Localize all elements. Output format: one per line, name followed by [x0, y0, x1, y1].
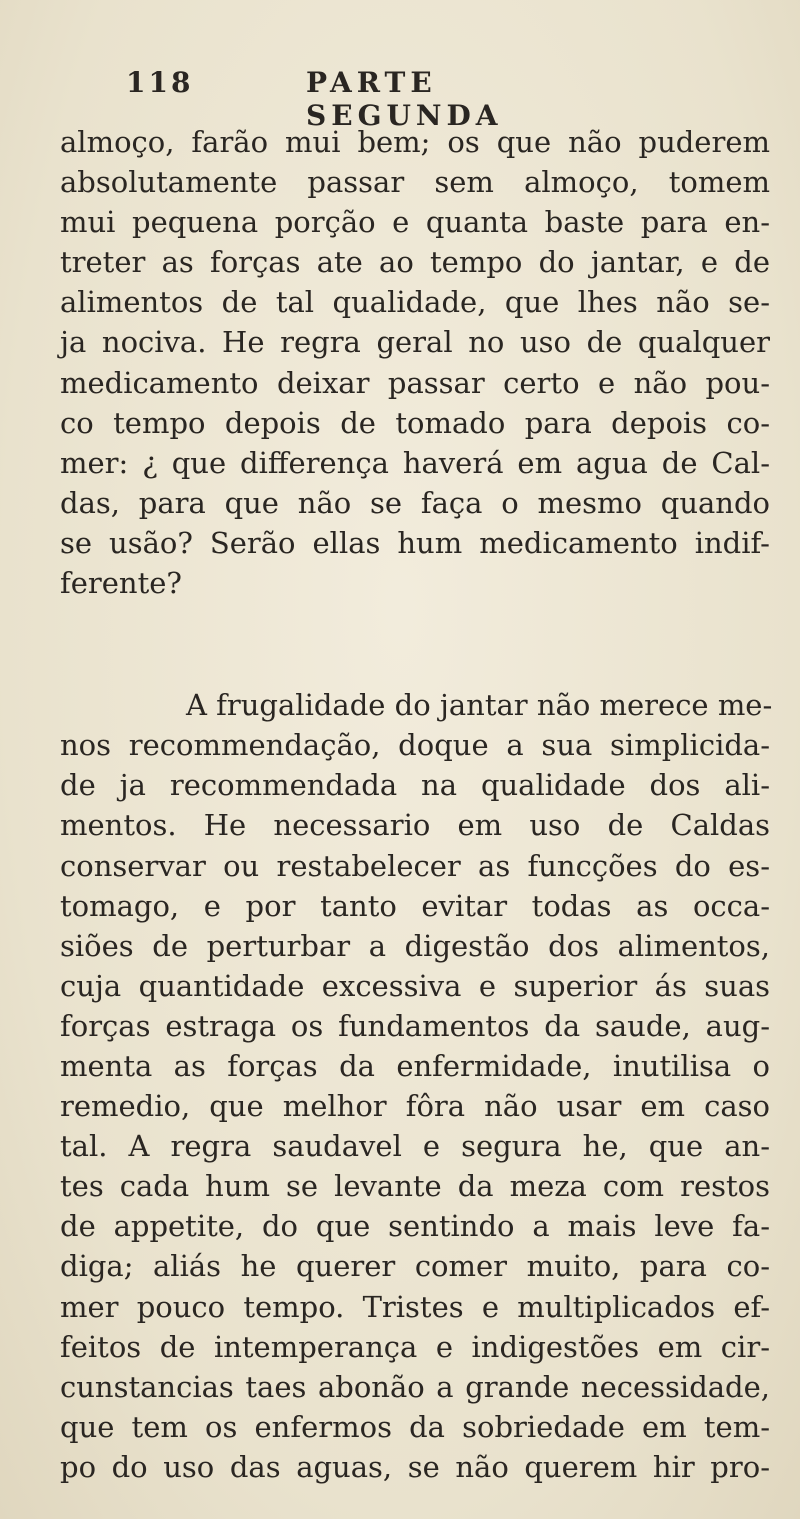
text-line: tal. A regra saudavel e segura he, que an- [60, 1129, 770, 1164]
text-line: forças estraga os fundamentos da saude, aug- [60, 1008, 770, 1043]
text-line: siões de perturbar a digestão dos alimentos, [60, 928, 770, 963]
paragraph-2 [60, 685, 773, 1487]
text-line: treter as forças ate ao tempo do jantar, e de [60, 245, 770, 280]
body-text [60, 122, 773, 1487]
text-line: menta as forças da enfermidade, inutilisa o [60, 1048, 770, 1083]
text-line: cunstancias taes abonão a grande necessidade, [60, 1369, 770, 1404]
page-number: 118 [126, 66, 194, 99]
text-line: se usão? Serão ellas hum medicamento indif- [60, 525, 770, 560]
text-line: mui pequena porção e quanta baste para en- [60, 205, 770, 240]
text-line: medicamento deixar passar certo e não pou- [60, 365, 770, 400]
running-head-title: PARTE SEGUNDA [306, 66, 503, 132]
text-line: feitos de intemperança e indigestões em cir- [60, 1329, 770, 1364]
running-head [126, 66, 646, 132]
text-line: diga; aliás he querer comer muito, para co- [60, 1249, 770, 1284]
text-line: almoço, farão mui bem; os que não puderem [60, 125, 770, 159]
text-line: tomago, e por tanto evitar todas as occa- [60, 888, 770, 923]
text-line: tes cada hum se levante da meza com restos [60, 1169, 770, 1204]
text-line: nos recommendação, doque a sua simplicida- [60, 728, 770, 763]
text-line: remedio, que melhor fôra não usar em caso [60, 1089, 770, 1124]
text-line: ja nociva. He regra geral no uso de qualquer [60, 325, 770, 360]
text-line: ferente? [60, 566, 182, 601]
text-line: mer: ¿ que differença haverá em agua de Cal- [60, 445, 770, 480]
text-line: de appetite, do que sentindo a mais leve fa- [60, 1209, 770, 1244]
text-line: mer pouco tempo. Tristes e multiplicados ef- [60, 1289, 770, 1324]
text-line: cuja quantidade excessiva e superior ás suas [60, 968, 770, 1003]
text-line: A frugalidade do jantar não merece me- [186, 688, 773, 723]
text-line: po do uso das aguas, se não querem hir pro- [60, 1449, 770, 1484]
text-line: co tempo depois de tomado para depois co- [60, 405, 770, 440]
paragraph-gap [60, 603, 770, 685]
text-line: conservar ou restabelecer as funcções do es- [60, 848, 770, 883]
paragraph-1 [60, 122, 770, 603]
text-line: mentos. He necessario em uso de Caldas [60, 808, 770, 843]
text-line: alimentos de tal qualidade, que lhes não se- [60, 285, 770, 320]
text-line: absolutamente passar sem almoço, tomem [60, 165, 770, 200]
text-line: que tem os enfermos da sobriedade em tem- [60, 1409, 770, 1444]
text-line: de ja recommendada na qualidade dos ali- [60, 768, 770, 803]
text-line: das, para que não se faça o mesmo quando [60, 485, 770, 520]
